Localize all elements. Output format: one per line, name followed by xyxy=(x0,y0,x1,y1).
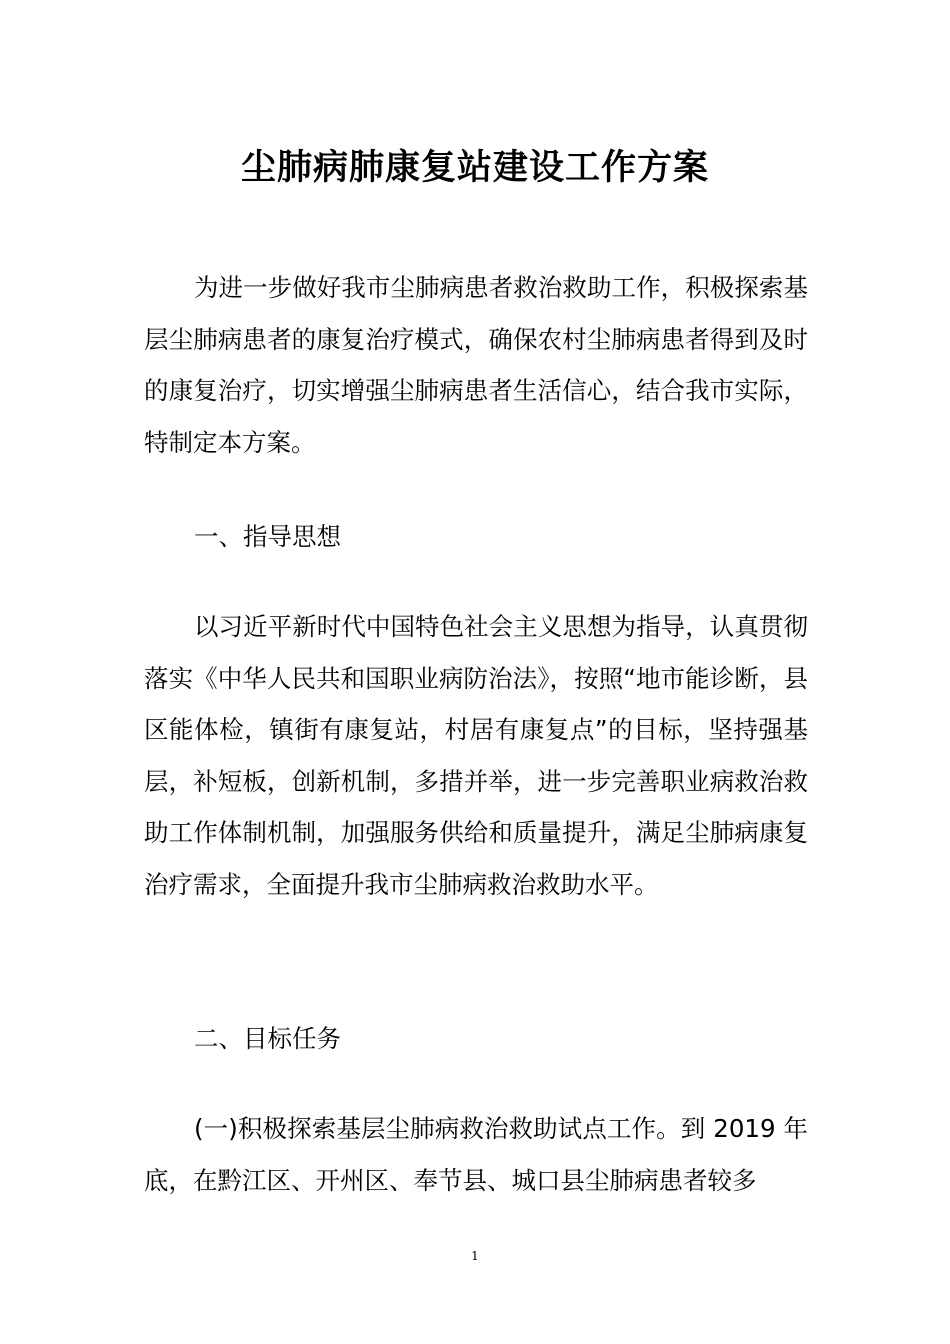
page-number: 1 xyxy=(471,1249,479,1263)
guiding-ideology-paragraph: 以习近平新时代中国特色社会主义思想为指导，认真贯彻落实《中华人民共和国职业病防治法》，按照“地市能诊断，县区能体检，镇街有康复站，村居有康复点”的目标，坚持强基层，补短板，创新机制，多措并举，进一步完善职业病救治救助工作体制机制，加强服务供给和质量提升，满足尘肺病康复治疗需求，全面提升我市尘肺病救治救助水平。 xyxy=(144,612,808,899)
section-heading-guiding-ideology: 一、指导思想 xyxy=(194,522,341,551)
goals-item-1-paragraph: (一)积极探索基层尘肺病救治救助试点工作。到 2019 年底，在黔江区、开州区、奉节县、城口县尘肺病患者较多 xyxy=(144,1114,808,1195)
intro-paragraph: 为进一步做好我市尘肺病患者救治救助工作，积极探索基层尘肺病患者的康复治疗模式，确保农村尘肺病患者得到及时的康复治疗，切实增强尘肺病患者生活信心，结合我市实际，特制定本方案。 xyxy=(144,273,808,457)
section-heading-goals-tasks: 二、目标任务 xyxy=(194,1024,341,1053)
document-title: 尘肺病肺康复站建设工作方案 xyxy=(240,148,709,188)
